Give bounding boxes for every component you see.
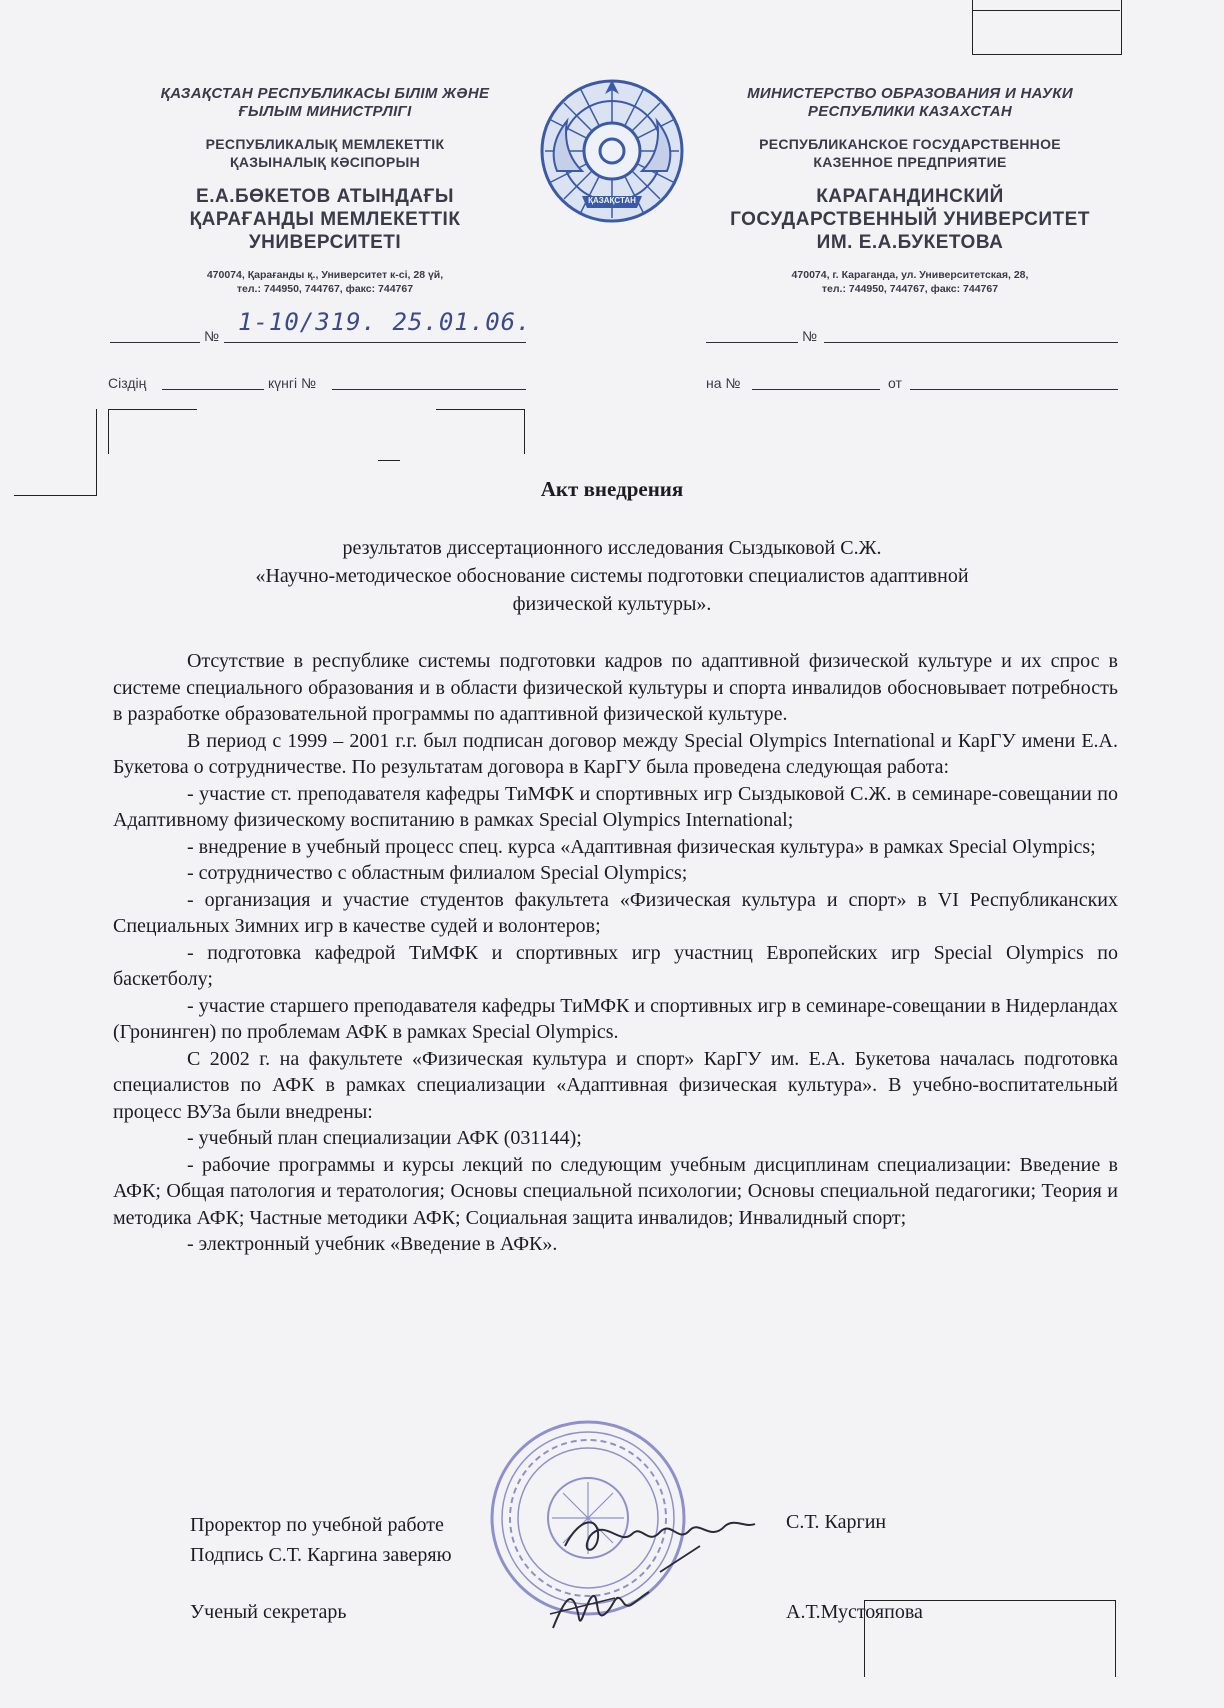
corner-mark-tl [108,409,197,454]
reg-line-left-1 [110,342,200,343]
header-left [130,85,520,296]
list-item: - внедрение в учебный процесс спец. курса «Адаптивная физическая культура» в рамках Special Olympics; [187,835,1096,858]
kungi-label: күнгі № [268,375,316,391]
header-right-enterprise: РЕСПУБЛИКАНСКОЕ ГОСУДАРСТВЕННОЕ КАЗЕННОЕ ПРЕДПРИЯТИЕ [759,136,1061,170]
list-item: - организация и участие студентов факультета «Физическая культура и спорт» в VI Республиканских Специальных Зимних игр в качестве судей и волонтеров; [113,888,1118,937]
header-left-enterprise: РЕСПУБЛИКАЛЫҚ МЕМЛЕКЕТТІК ҚАЗЫНАЛЫҚ КӘСІПОРЫН [205,136,445,170]
paragraph: Отсутствие в республике системы подготовки кадров по адаптивной физической культуре и их спрос в системе специального образования и в области физической культуры и спорта инвалидов обосновывает потребность в разработке образовательной программы по адаптивной физической культуре. [113,650,1118,725]
list-item: - рабочие программы и курсы лекций по следующим учебным дисциплинам специализации: Введение в АФК; Общая патология и тератология; Основы специальной психологии; Основы специальной педагогики; Теория и методика АФК; Частные методики АФК; Социальная защита инвалидов; Инвалидный спорт; [113,1153,1118,1229]
header-right-address: 470074, г. Караганда, ул. Университетская, 28, тел.: 744950, 744767, факс: 744767 [791,269,1029,295]
doc-body [113,648,1118,1258]
na-line [752,389,880,390]
header-right [705,85,1115,296]
secretary-signature [545,1578,655,1638]
header-right-ministry: МИНИСТЕРСТВО ОБРАЗОВАНИЯ И НАУКИ РЕСПУБЛИКИ КАЗАХСТАН [747,85,1073,120]
kungi-line [332,389,526,390]
ot-label: от [888,375,902,391]
list-item: - сотрудничество с областным филиалом Special Olympics; [187,862,688,884]
header-right-university: КАРАГАНДИНСКИЙ ГОСУДАРСТВЕННЫЙ УНИВЕРСИТЕТ ИМ. Е.А.БУКЕТОВА [730,186,1090,253]
certify-text: Подпись С.Т. Каргина заверяю [190,1544,452,1566]
list-item: - участие ст. преподавателя кафедры ТиМФК и спортивных игр Сыздыковой С.Ж. в семинаре-совещании по Адаптивному физическому воспитанию в рамках Special Olympics International; [113,782,1118,831]
paragraph: С 2002 г. на факультете «Физическая культура и спорт» КарГУ им. Е.А. Букетова началась подготовка специалистов по АФК в рамках специализации «Адаптивная физическая культура». В учебно-воспитательный процесс ВУЗа были внедрены: [113,1047,1118,1123]
doc-subtitle: результатов диссертационного исследования Сыздыковой С.Ж. «Научно-методическое обоснование системы подготовки специалистов адаптивной физической культуры». [255,537,969,615]
header-left-address: 470074, Қарағанды қ., Университет к-сі, 28 үй, тел.: 744950, 744767, факс: 744767 [206,269,444,295]
doc-title: Акт внедрения [540,477,684,501]
bottom-right-box [864,1600,1116,1677]
top-right-box [972,0,1122,55]
emblem-caption: ҚАЗАҚСТАН [588,196,636,205]
reg-line-left-2 [224,342,526,343]
list-item: - подготовка кафедрой ТиМФК и спортивных игр участниц Европейских игр Special Olympics по баскетболу; [113,941,1118,990]
list-item: - учебный план специализации АФК (031144); [187,1127,582,1149]
paragraph: В период с 1999 – 2001 г.г. был подписан договор между Special Olympics International и КарГУ имени Е.А. Букетова о сотрудничестве. По результатам договора в КарГУ была проведена следующая работа: [113,729,1118,778]
handwritten-reg-number: 1-10/319. 25.01.06. [238,308,532,336]
reg-no-label-right: № [802,328,818,344]
reg-line-right-2 [824,342,1118,343]
list-item: - участие старшего преподавателя кафедры ТиМФК и спортивных игр в семинаре-совещании в Нидерландах (Гронинген) по проблемам АФК в рамках Special Olympics. [113,994,1118,1043]
top-right-box-divider [972,10,1120,11]
corner-mark-tr [436,409,525,454]
header-left-ministry: ҚАЗАҚСТАН РЕСПУБЛИКАСЫ БІЛІМ ЖӘНЕ ҒЫЛЫМ МИНИСТРЛІГІ [160,85,490,120]
header-left-university: Е.А.БӨКЕТОВ АТЫНДАҒЫ ҚАРАҒАНДЫ МЕМЛЕКЕТТІК УНИВЕРСИТЕТІ [189,186,461,253]
reg-line-right-1 [706,342,798,343]
na-label: на № [706,375,741,391]
corner-mark-dash [378,460,400,461]
prorector-signature [560,1506,760,1576]
sizdin-label: Сіздің [108,375,147,391]
reg-no-label-left: № [204,328,220,344]
prorector-name: С.Т. Каргин [786,1511,887,1533]
secretary-name: А.Т.Мустояпова [786,1601,923,1623]
ot-line [910,389,1118,390]
list-item: - электронный учебник «Введение в АФК». [187,1233,558,1255]
secretary-role: Ученый секретарь [190,1601,347,1623]
sizdin-line [162,389,264,390]
prorector-role: Проректор по учебной работе [190,1514,444,1536]
